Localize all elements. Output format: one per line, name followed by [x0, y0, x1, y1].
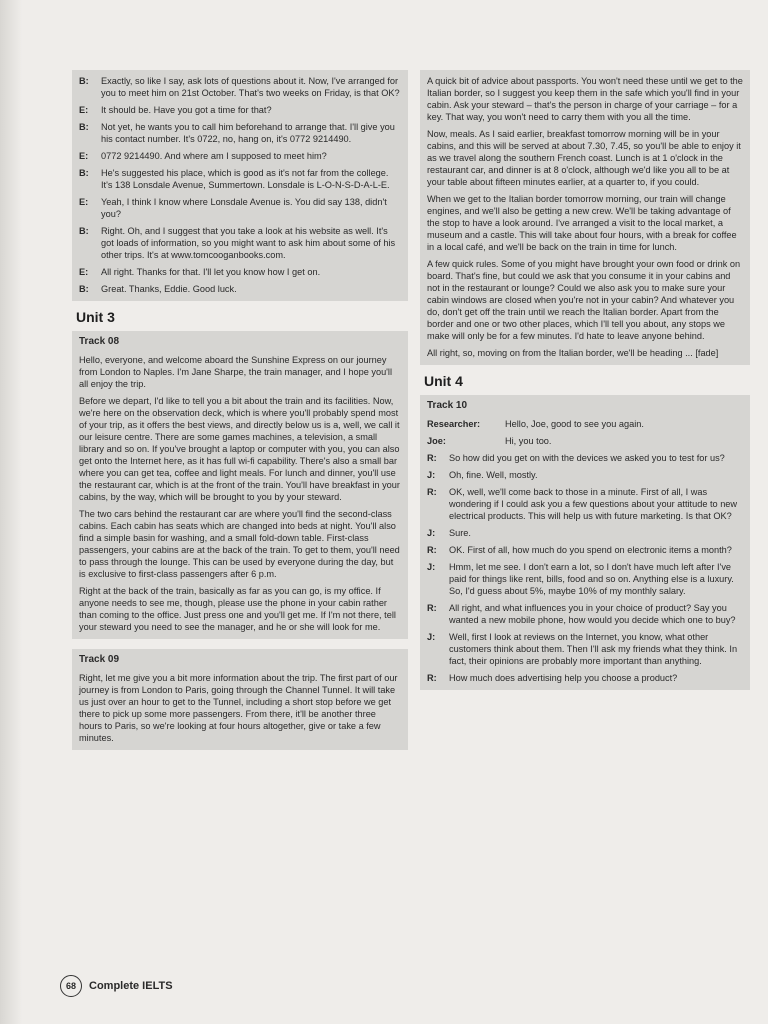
paragraph: All right, so, moving on from the Italian border, we'll be heading ... [fade] — [427, 348, 719, 358]
paragraph: When we get to the Italian border tomorrow morning, our train will change engines, and we'll also be getting a new crew. We'll be taking advantage of the stop to have a look around. I've arranged a visit to the local market, a museum and a castle. This will take about four hours, with a break for coffee in a local café, and we'll be back on the train in time for lunch. — [427, 194, 737, 252]
paragraph: Right at the back of the train, basically as far as you can go, is my office. If anyone needs to see me, though, please use the phone in your cabin rather than coming to the office. Just press one and you'll get me. If I'm not there, tell your steward you need to see the manager, and he or she will look for me. — [79, 586, 396, 632]
dialog-line: B: He's suggested his place, which is good as it's not far from the college. It's 138 Lonsdale Avenue, Summertown. Lonsdale is L-O-N-S-D-A-L-E. — [79, 168, 390, 190]
right-column — [420, 70, 750, 690]
dialog-line: E: It should be. Have you got a time for that? — [79, 105, 272, 115]
track-08-continued-box — [420, 70, 750, 365]
track-09-title: Track 09 — [79, 654, 120, 665]
dialog-line: R: So how did you get on with the devices we asked you to test for us? — [427, 453, 725, 463]
dialog-line: B: Exactly, so like I say, ask lots of questions about it. Now, I've arranged for you to meet him on 21st October. That's two weeks on Friday, is that OK? — [79, 76, 400, 98]
unit-3-heading: Unit 3 — [76, 309, 115, 325]
track-10-title: Track 10 — [427, 400, 468, 411]
dialog-line: E: Yeah, I think I know where Lonsdale Avenue is. You did say 138, didn't you? — [79, 197, 387, 219]
dialog-line: Joe: Hi, you too. — [427, 436, 552, 446]
dialog-box-continued — [72, 70, 408, 301]
dialog-line: J: Hmm, let me see. I don't earn a lot, so I don't have much left after I've paid for things like rent, bills, food and so on. Anything else is a luxury. So, I'd guess about 5%, maybe 10% of my monthly salary. — [427, 562, 734, 596]
dialog-line: R: All right, and what influences you in your choice of product? Say you wanted a new mobile phone, how would you decide which one to buy? — [427, 603, 736, 625]
dialog-line: Researcher: Hello, Joe, good to see you again. — [427, 419, 644, 429]
paragraph: A few quick rules. Some of you might have brought your own food or drink on board. That's fine, but could we ask that you consume it in your cabins and not in the restaurant or lounge? Could we also ask you to make sure your cabin windows are closed when you're not in your cabin? And whatever you do, don't get off the train until we reach the Italian border. Apart from the border and one or two other places, which I'll tell you about, any stops we make will only be for a few minutes. I'd hate to leave anyone behind. — [427, 259, 741, 341]
dialog-line: J: Well, first I look at reviews on the Internet, you know, what other customers think about them. Then I'll ask my friends what they think. In fact, their opinions are probably more important than anything. — [427, 632, 738, 666]
track-10-box — [420, 395, 750, 690]
page-edge — [0, 0, 22, 1024]
left-column — [72, 70, 408, 750]
page-number: 68 — [60, 975, 82, 997]
book-title: Complete IELTS — [89, 980, 173, 992]
paragraph: Right, let me give you a bit more information about the trip. The first part of our journey is from London to Paris, going through the Channel Tunnel. It will take us just over an hour to get to the Tunnel, including a short stop before we get there to pick up some more passengers. From there, it'll be another three hours to Paris, so we're looking at four hours altogether, give or take a few minutes. — [79, 673, 398, 743]
dialog-line: J: Sure. — [427, 528, 471, 538]
dialog-line: J: Oh, fine. Well, mostly. — [427, 470, 538, 480]
paragraph: The two cars behind the restaurant car are where you'll find the second-class cabins. Each cabin has seats which are changed into beds at night. You'll also find a simple basin for washing, and a small fold-down table. First-class passengers, your cabins are at the back of the train. To get to them, you'll need to pass through the lounge. This can be used by everyone during the day, but is exclusive to first-class passengers after 6 p.m. — [79, 509, 400, 579]
track-09-box — [72, 649, 408, 750]
track-08-title: Track 08 — [79, 336, 120, 347]
dialog-line: R: OK, well, we'll come back to those in a minute. First of all, I was wondering if I could ask you a few questions about your attitude to new electrical products. This will help us with future marketing. Is that OK? — [427, 487, 738, 521]
dialog-line: B: Great. Thanks, Eddie. Good luck. — [79, 284, 237, 294]
track-08-box — [72, 331, 408, 639]
dialog-line: E: All right. Thanks for that. I'll let you know how I get on. — [79, 267, 321, 277]
dialog-line: E: 0772 9214490. And where am I supposed to meet him? — [79, 151, 327, 161]
dialog-line: R: OK. First of all, how much do you spend on electronic items a month? — [427, 545, 732, 555]
dialog-line: B: Not yet, he wants you to call him beforehand to arrange that. I'll give you his contact number. It's 0722, no, hang on, it's 0772 9214490. — [79, 122, 395, 144]
unit-4-heading: Unit 4 — [424, 373, 463, 389]
paragraph: Before we depart, I'd like to tell you a bit about the train and its facilities. Now, we're here on the observation deck, which is where you'll probably spend most of your trip, as it offers the best views, and directly below us is a, well, we call it our leisure centre. There are some games machines, a television, a small library and so on. If you've brought a laptop or computer with you, you can also get onto the Internet here, as it has full wi-fi capability. There's also a small bar where you can get tea, coffee and light meals. For lunch and dinner, you'll use the restaurant car, which is at the front of the train. You'll have breakfast in your cabins, by the way, which will be brought to you by your steward. — [79, 396, 400, 502]
dialog-line: R: How much does advertising help you choose a product? — [427, 673, 678, 683]
paragraph: Hello, everyone, and welcome aboard the Sunshine Express on our journey from London to Naples. I'm Jane Sharpe, the train manager, and I hope you'll all enjoy the trip. — [79, 355, 393, 389]
paragraph: Now, meals. As I said earlier, breakfast tomorrow morning will be in your cabins, and this will be served at about 7.30, 7.45, so you'll be able to enjoy it as we travel along the southern French coast. Lunch is at 1 o'clock in the restaurant car, and dinner is at 8 o'clock, although we'd like you all to be at your table about fifteen minutes earlier, at a quarter to, if you could. — [427, 129, 741, 187]
page-footer — [60, 975, 173, 997]
paragraph: A quick bit of advice about passports. You won't need these until we get to the Italian border, so I suggest you keep them in the safe which you'll find in your cabin. Ask your steward – that's the person in charge of your carriage – for a key. That way, you won't need to carry them with you all the time. — [427, 76, 743, 122]
dialog-line: B: Right. Oh, and I suggest that you take a look at his website as well. It's got loads of information, so you might want to ask him about some of his other trips. It's at www.tomcooganbooks.com. — [79, 226, 396, 260]
